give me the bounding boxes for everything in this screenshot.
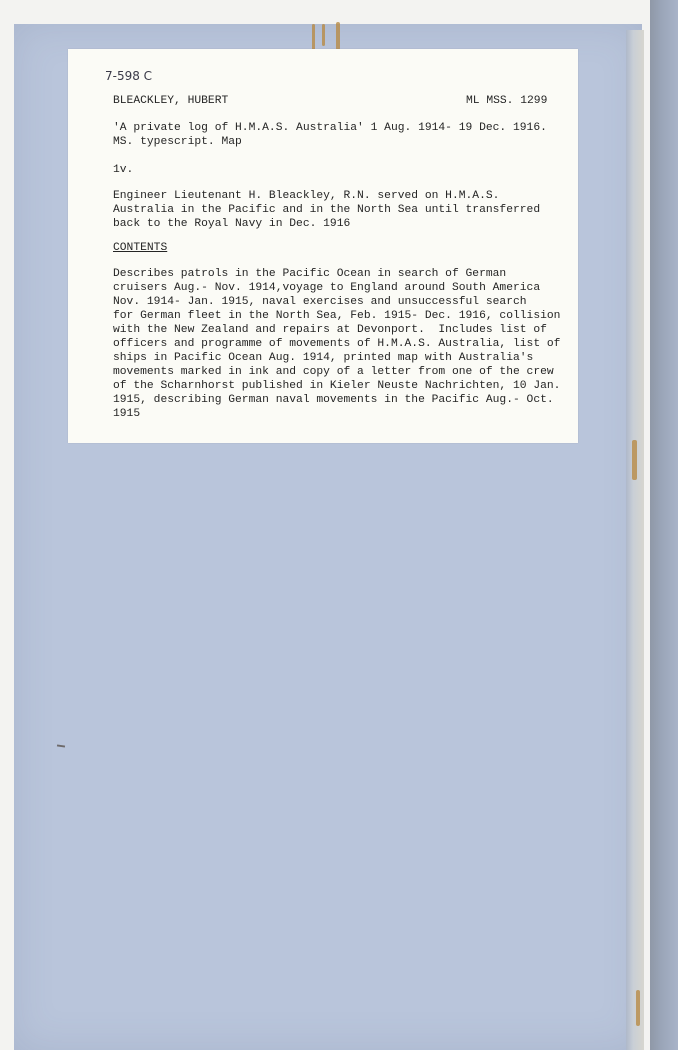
contents-line: movements marked in ink and copy of a letter from one of the crew	[113, 366, 554, 378]
contents-line: Describes patrols in the Pacific Ocean in search of German	[113, 268, 507, 280]
contents-line: cruisers Aug.- Nov. 1914,voyage to England around South America	[113, 282, 541, 294]
author-name: BLEACKLEY, HUBERT	[113, 95, 229, 107]
contents-line: officers and programme of movements of H.M.A.S. Australia, list of	[113, 338, 561, 350]
contents-line: 1915, describing German naval movements in the Pacific Aug.- Oct.	[113, 394, 554, 406]
binding-stain	[632, 440, 637, 480]
contents-line: for German fleet in the North Sea, Feb. 1915- Dec. 1916, collision	[113, 310, 561, 322]
contents-line: Nov. 1914- Jan. 1915, naval exercises and unsuccessful search	[113, 296, 527, 308]
contents-heading: CONTENTS	[113, 242, 168, 254]
bio-line: Engineer Lieutenant H. Bleackley, R.N. served on H.M.A.S.	[113, 190, 500, 202]
title-line-1: 'A private log of H.M.A.S. Australia' 1 Aug. 1914- 19 Dec. 1916.	[113, 122, 547, 134]
ms-number: ML MSS. 1299	[466, 95, 548, 107]
contents-line: 1915	[113, 408, 141, 420]
contents-line: ships in Pacific Ocean Aug. 1914, printed map with Australia's	[113, 352, 534, 364]
binding-stain	[322, 24, 325, 46]
catalogue-card	[68, 49, 578, 443]
volume-count: 1v.	[113, 164, 134, 176]
binding-stain	[336, 22, 340, 50]
bio-line: back to the Royal Navy in Dec. 1916	[113, 218, 351, 230]
rear-board	[650, 0, 678, 1050]
contents-line: with the New Zealand and repairs at Devonport. Includes list of	[113, 324, 547, 336]
bio-line: Australia in the Pacific and in the North Sea until transferred	[113, 204, 541, 216]
binding-stain	[312, 24, 315, 50]
binding-stain	[636, 990, 640, 1026]
call-number: 7-598 C	[105, 69, 153, 83]
folder-spine-edge	[626, 30, 644, 1050]
title-line-2: MS. typescript. Map	[113, 136, 242, 148]
contents-line: of the Scharnhorst published in Kieler Neuste Nachrichten, 10 Jan.	[113, 380, 561, 392]
